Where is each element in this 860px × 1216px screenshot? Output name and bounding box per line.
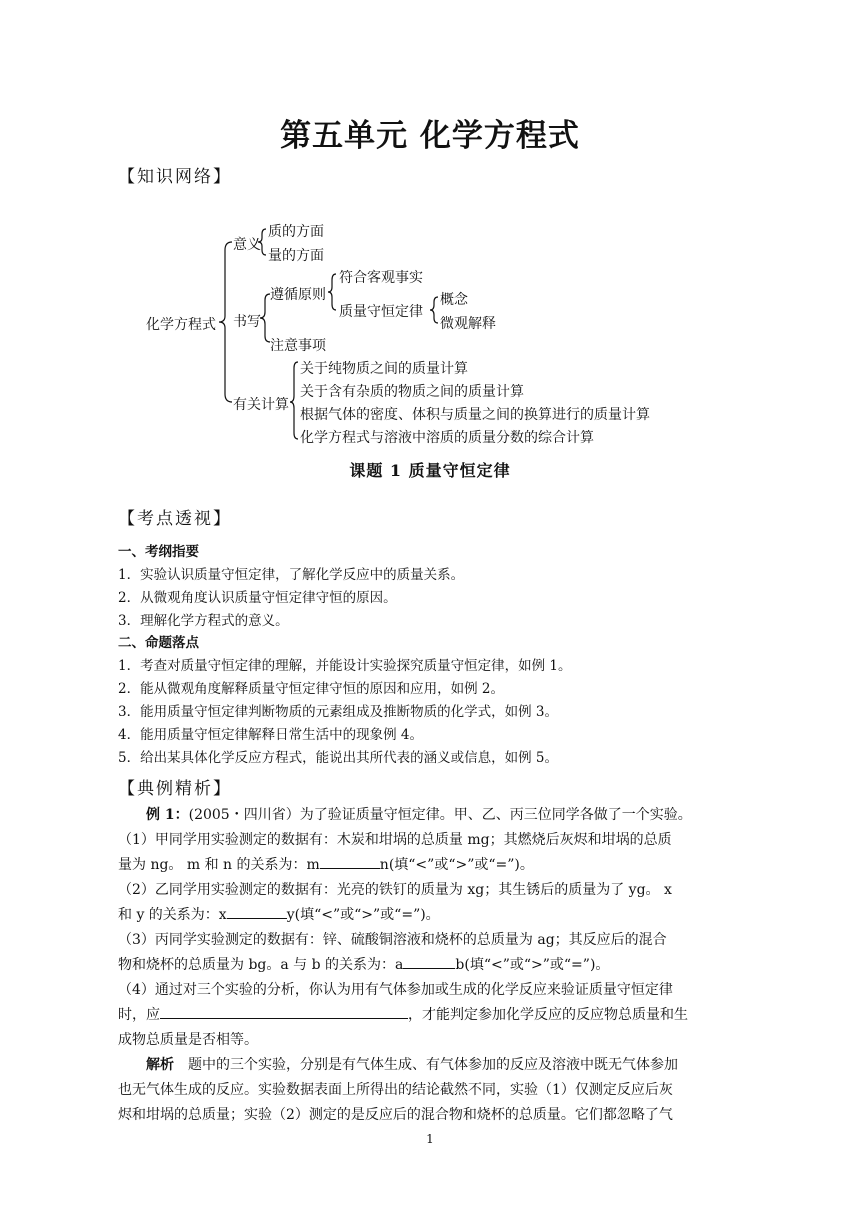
tree-notes: 注意事项: [270, 338, 326, 354]
proposition-item: 1．考查对质量守恒定律的理解，并能设计实验探究质量守恒定律，如例 1。: [118, 658, 572, 674]
tree-calc-item: 关于纯物质之间的质量计算: [300, 361, 468, 377]
calc-brace: [290, 362, 298, 439]
tree-calc: 有关计算: [233, 397, 289, 413]
root-brace: [219, 242, 232, 402]
example1-q4c: 成物总质量是否相等。: [118, 1032, 258, 1048]
example1-intro-text: (2005・四川省）为了验证质量守恒定律。甲、乙、丙三位同学各做了一个实验。: [188, 807, 692, 823]
tree-meaning: 意义: [233, 237, 261, 253]
example1-label: 例 1：: [146, 807, 189, 823]
outline-item: 2．从微观角度认识质量守恒定律守恒的原因。: [118, 590, 397, 606]
tree-calc-item: 化学方程式与溶液中溶质的质量分数的综合计算: [300, 430, 594, 446]
follow-brace: [328, 274, 336, 310]
example1-q2a: （2）乙同学用实验测定的数据有：光亮的铁钉的质量为 xg；其生锈后的质量为了 yg。 x: [118, 882, 672, 898]
answer-blank-4[interactable]: [160, 1003, 408, 1019]
example1-intro: [146, 803, 692, 828]
tree-calc-item: 根据气体的密度、体积与质量之间的换算进行的质量计算: [300, 407, 650, 423]
proposition-item: 3．能用质量守恒定律判断物质的元素组成及推断物质的化学式，如例 3。: [118, 704, 558, 720]
example1-q1a: （1）甲同学用实验测定的数据有：木炭和坩埚的总质量 mg；其燃烧后灰烬和坩埚的总质: [118, 832, 672, 848]
tree-conservation: 质量守恒定律: [339, 304, 423, 320]
page-number: 1: [426, 1132, 434, 1146]
analysis-line-3: 烬和坩埚的总质量；实验（2）测定的是反应后的混合物和烧杯的总质量。它们都忽略了气: [118, 1107, 673, 1123]
tree-meaning-item: 质的方面: [268, 224, 324, 240]
example1-q3b: 物和烧杯的总质量为 bg。a 与 b 的关系为：a b(填“<”或“>”或“=”)。: [118, 953, 609, 978]
tree-calc-item: 关于含有杂质的物质之间的质量计算: [300, 384, 524, 400]
tree-conservation-item: 微观解释: [440, 316, 496, 332]
conservation-brace: [430, 297, 438, 323]
propositions-heading: 二、命题落点: [118, 635, 199, 651]
section-exam-points: 【考点透视】: [118, 509, 232, 529]
answer-blank-3[interactable]: [403, 953, 455, 969]
outline-item: 1．实验认识质量守恒定律，了解化学反应中的质量关系。: [118, 567, 465, 583]
example1-q4a: （4）通过对三个实验的分析，你认为用有气体参加或生成的化学反应来验证质量守恒定律: [118, 982, 673, 998]
analysis-line-1: 解析 题中的三个实验，分别是有气体生成、有气体参加的反应及溶液中既无气体参加: [146, 1057, 678, 1073]
section-knowledge-network: 【知识网络】: [118, 167, 232, 187]
answer-blank-1[interactable]: [320, 853, 380, 869]
proposition-item: 5．给出某具体化学反应方程式，能说出其所代表的涵义或信息，如例 5。: [118, 750, 558, 766]
example1-q3a: （3）丙同学实验测定的数据有：锌、硫酸铜溶液和烧杯的总质量为 ag；其反应后的混合: [118, 932, 667, 948]
page-title: 第五单元 化学方程式: [280, 118, 580, 154]
outline-item: 3．理解化学方程式的意义。: [118, 613, 289, 629]
example1-q1b: 量为 ng。 m 和 n 的关系为：m n(填“<”或“>”或“=”)。: [118, 853, 534, 878]
writing-brace: [260, 294, 270, 342]
analysis-label: 解析: [146, 1057, 174, 1073]
tree-root: 化学方程式: [146, 317, 216, 333]
tree-meaning-item: 量的方面: [268, 248, 324, 264]
proposition-item: 4．能用质量守恒定律解释日常生活中的现象例 4。: [118, 727, 423, 743]
tree-follow: 遵循原则: [270, 287, 326, 303]
tree-conservation-item: 概念: [440, 292, 468, 308]
proposition-item: 2．能从微观角度解释质量守恒定律守恒的原因和应用，如例 2。: [118, 681, 504, 697]
section-examples: 【典例精析】: [118, 779, 232, 799]
example1-q4b: 时，应 ，才能判定参加化学反应的反应物总质量和生: [118, 1003, 688, 1028]
tree-writing: 书写: [233, 314, 261, 330]
tree-objective: 符合客观事实: [339, 270, 423, 286]
outline-heading: 一、考纲指要: [118, 544, 199, 560]
analysis-line-2: 也无气体生成的反应。实验数据表面上所得出的结论截然不同，实验（1）仅测定反应后灰: [118, 1082, 673, 1098]
lesson-title: 课题 1 质量守恒定律: [349, 461, 511, 480]
example1-q2b: 和 y 的关系为：x y(填“<”或“>”或“=”)。: [118, 903, 440, 928]
answer-blank-2[interactable]: [227, 903, 287, 919]
